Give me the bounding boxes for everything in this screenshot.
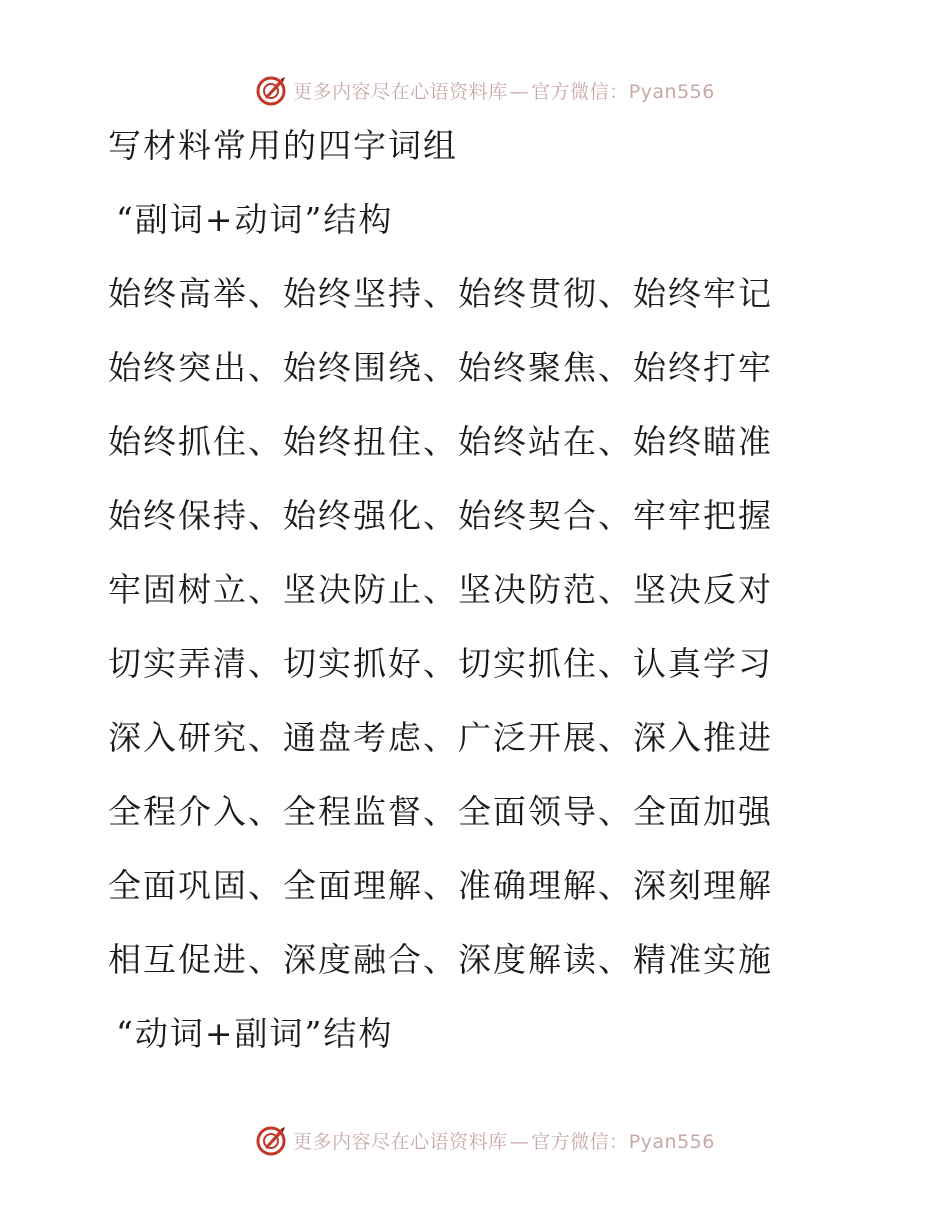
banner-wechat-id: Pyan556 bbox=[628, 80, 715, 103]
banner-wechat-id: Pyan556 bbox=[628, 1130, 715, 1153]
phrase-row: 全面巩固、全面理解、准确理解、深刻理解 bbox=[108, 866, 773, 905]
banner-slogan: 更多内容尽在心语资料库 bbox=[293, 1130, 508, 1153]
section-heading-verb-adverb: “动词+副词”结构 bbox=[116, 1014, 394, 1053]
pen-logo-icon bbox=[255, 73, 289, 107]
banner-separator: — bbox=[509, 1130, 530, 1153]
banner-separator: — bbox=[509, 80, 530, 103]
footer-banner bbox=[0, 1120, 950, 1160]
phrase-row: 全程介入、全程监督、全面领导、全面加强 bbox=[108, 792, 773, 831]
phrase-row: 牢固树立、坚决防止、坚决防范、坚决反对 bbox=[108, 570, 773, 609]
header-banner bbox=[0, 70, 950, 110]
document-title: 写材料常用的四字词组 bbox=[108, 126, 458, 165]
phrase-row: 始终突出、始终围绕、始终聚焦、始终打牢 bbox=[108, 348, 773, 387]
banner-slogan: 更多内容尽在心语资料库 bbox=[293, 80, 508, 103]
phrase-row: 始终抓住、始终扭住、始终站在、始终瞄准 bbox=[108, 422, 773, 461]
banner-wechat-label: 官方微信： bbox=[531, 80, 629, 103]
phrase-row: 相互促进、深度融合、深度解读、精准实施 bbox=[108, 940, 773, 979]
phrase-row: 始终高举、始终坚持、始终贯彻、始终牢记 bbox=[108, 274, 773, 313]
phrase-row: 切实弄清、切实抓好、切实抓住、认真学习 bbox=[108, 644, 773, 683]
phrase-row: 深入研究、通盘考虑、广泛开展、深入推进 bbox=[108, 718, 773, 757]
section-heading-adverb-verb: “副词+动词”结构 bbox=[116, 200, 394, 239]
phrase-row: 始终保持、始终强化、始终契合、牢牢把握 bbox=[108, 496, 773, 535]
banner-wechat-label: 官方微信： bbox=[531, 1130, 629, 1153]
pen-logo-icon bbox=[255, 1123, 289, 1157]
